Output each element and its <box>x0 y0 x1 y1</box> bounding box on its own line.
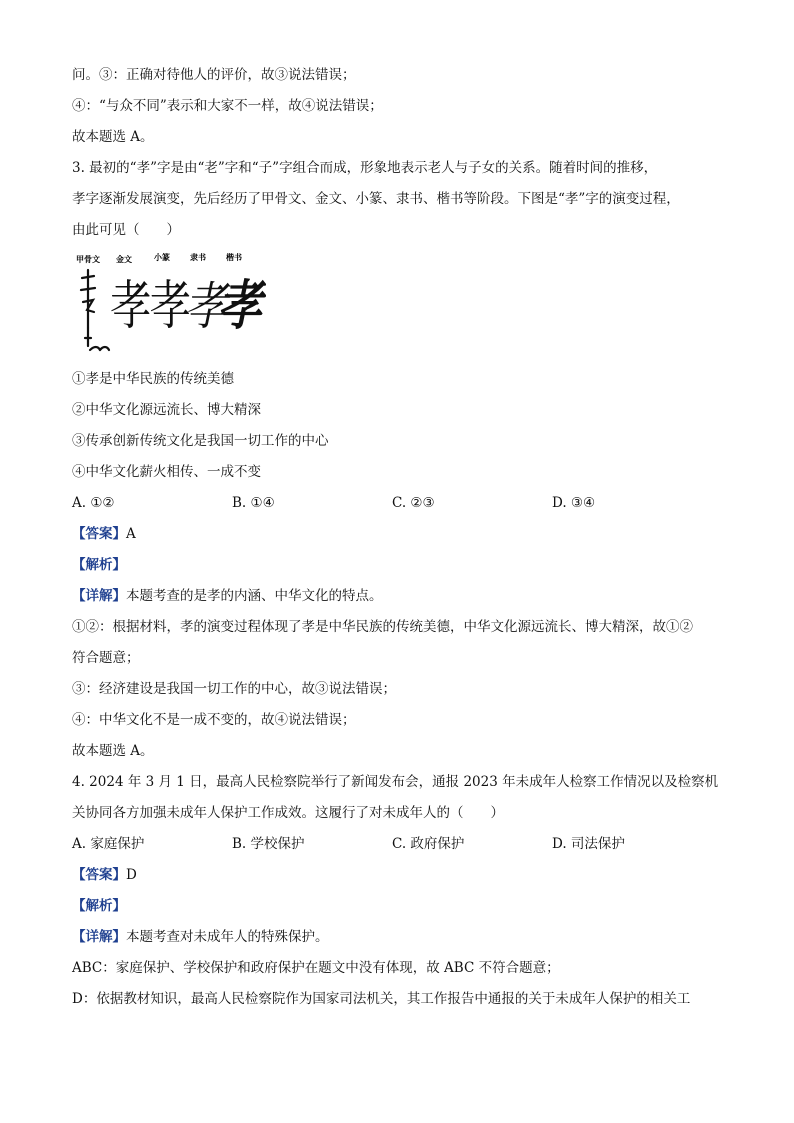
figure-caption: 隶书 <box>190 253 206 262</box>
explain-line: ③：经济建设是我国一切工作的中心，故③说法错误； <box>72 681 396 697</box>
answer-tag: 【答案】 <box>72 526 126 542</box>
option-c: C. ②③ <box>392 495 435 511</box>
xiao-evolution-figure <box>72 246 732 364</box>
question-3-stem-line: 3. 最初的“孝”字是由“老”字和“子”字组合而成，形象地表示老人与子女的关系。随着时间的推移， <box>72 160 658 176</box>
text-line: 问。③：正确对待他人的评价，故③说法错误； <box>72 67 356 83</box>
figure-caption: 小篆 <box>154 253 170 262</box>
regular-script-glyph: 孝 <box>217 273 262 338</box>
question-3-stem-line: 由此可见（ ） <box>72 222 180 238</box>
option-b: B. ①④ <box>232 495 275 511</box>
explain-line: ①②：根据材料，孝的演变过程体现了孝是中华民族的传统美德，中华文化源远流长、博大精深，故①② <box>72 619 693 635</box>
detail-text: 本题考查的是孝的内涵、中华文化的特点。 <box>126 588 383 604</box>
xiao-evolution-image <box>76 250 266 362</box>
figure-caption: 甲骨文 <box>76 255 100 264</box>
detail-line <box>72 922 732 953</box>
explain-line: 符合题意； <box>72 650 140 666</box>
explain-line: 故本题选 A。 <box>72 743 154 759</box>
clerical-script-glyph: 孝 <box>184 276 227 338</box>
statement-4: ④中华文化薪火相传、一成不变 <box>72 464 261 480</box>
option-d: D. 司法保护 <box>552 836 625 852</box>
explain-line: ④：中华文化不是一成不变的，故④说法错误； <box>72 712 356 728</box>
analysis-tag: 【解析】 <box>72 898 126 914</box>
analysis-tag: 【解析】 <box>72 557 126 573</box>
seal-script-glyph: 孝 <box>149 275 192 337</box>
option-a: A. ①② <box>72 495 115 511</box>
analysis-line <box>72 550 732 581</box>
bronze-script-glyph: 孝 <box>110 275 152 337</box>
oracle-bone-glyph <box>81 270 109 350</box>
text-line: ④：“与众不同”表示和大家不一样，故④说法错误； <box>72 98 383 114</box>
document-page <box>72 60 732 1015</box>
text-line: 故本题选 A。 <box>72 129 154 145</box>
option-a: A. 家庭保护 <box>72 836 145 852</box>
question-3-options <box>72 488 732 519</box>
answer-line <box>72 860 732 891</box>
answer-value: A <box>126 526 136 542</box>
statement-3: ③传承创新传统文化是我国一切工作的中心 <box>72 433 329 449</box>
option-c: C. 政府保护 <box>392 836 465 852</box>
figure-caption: 金文 <box>116 255 132 264</box>
statement-2: ②中华文化源远流长、博大精深 <box>72 402 261 418</box>
detail-text: 本题考查对未成年人的特殊保护。 <box>126 929 329 945</box>
question-4-stem-line: 4. 2024 年 3 月 1 日，最高人民检察院举行了新闻发布会，通报 2023 年未成年人检察工作情况以及检察机 <box>72 774 719 790</box>
answer-tag: 【答案】 <box>72 867 126 883</box>
option-d: D. ③④ <box>552 495 596 511</box>
figure-caption: 楷书 <box>226 253 242 262</box>
detail-line <box>72 581 732 612</box>
detail-tag: 【详解】 <box>72 929 126 945</box>
detail-tag: 【详解】 <box>72 588 126 604</box>
answer-value: D <box>126 867 137 883</box>
answer-line <box>72 519 732 550</box>
option-b: B. 学校保护 <box>232 836 305 852</box>
question-3-stem-line: 孝字逐渐发展演变，先后经历了甲骨文、金文、小篆、隶书、楷书等阶段。下图是“孝”字的演变过程， <box>72 191 680 207</box>
analysis-line <box>72 891 732 922</box>
explain-line: ABC：家庭保护、学校保护和政府保护在题文中没有体现，故 ABC 不符合题意； <box>72 960 560 976</box>
statement-1: ①孝是中华民族的传统美德 <box>72 371 234 387</box>
question-4-options <box>72 829 732 860</box>
explain-line: D：依据教材知识，最高人民检察院作为国家司法机关，其工作报告中通报的关于未成年人保护的相关工 <box>72 991 691 1007</box>
question-4-stem-line: 关协同各方加强未成年人保护工作成效。这履行了对未成年人的（ ） <box>72 805 504 821</box>
